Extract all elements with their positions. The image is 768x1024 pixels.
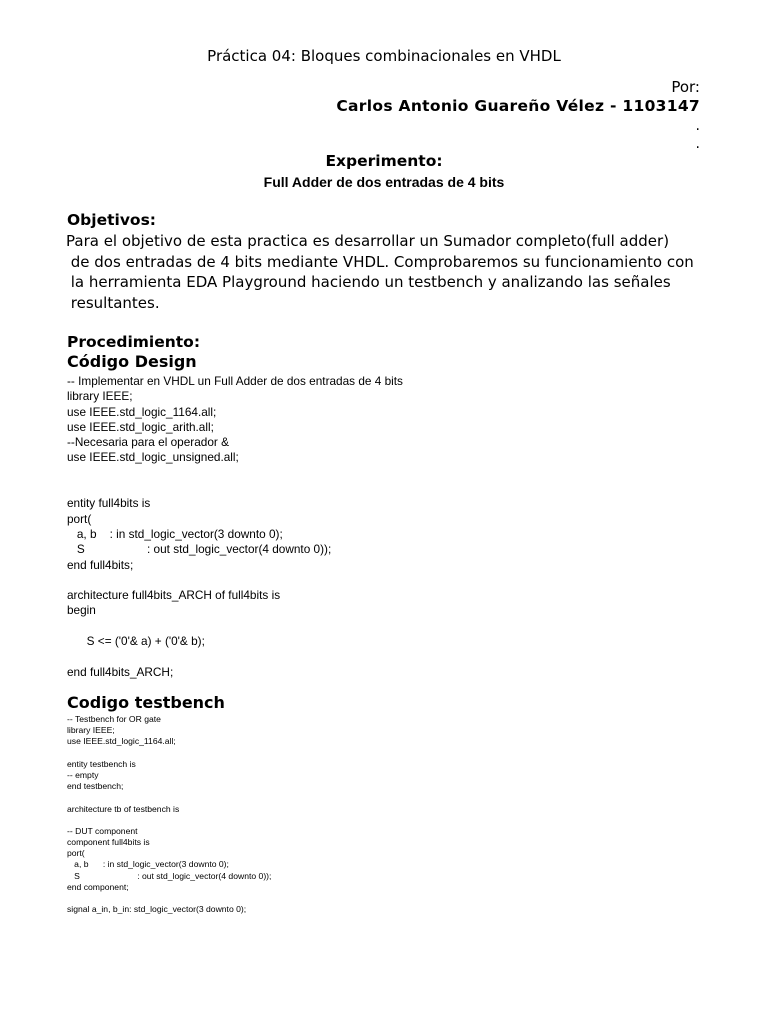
code-line: entity testbench is bbox=[67, 758, 136, 769]
code-line bbox=[67, 649, 403, 664]
code-line: begin bbox=[67, 603, 96, 618]
code-line: S <= ('0'& a) + ('0'& b); bbox=[67, 634, 205, 649]
code-line: port( bbox=[67, 511, 92, 526]
code-line: --Necesaria para el operador & bbox=[67, 435, 229, 450]
code-line: port( bbox=[67, 848, 85, 859]
paragraph-line: la herramienta EDA Playground haciendo un testbench y analizando las señales bbox=[66, 273, 671, 292]
code-line: -- DUT component bbox=[67, 825, 138, 836]
code-line bbox=[67, 481, 403, 496]
code-line bbox=[67, 893, 271, 904]
code-line bbox=[67, 748, 271, 759]
by-label: Por: bbox=[671, 78, 700, 96]
testbench-code-heading: Codigo testbench bbox=[67, 693, 225, 712]
code-line: signal a_in, b_in: std_logic_vector(3 downto 0); bbox=[67, 904, 247, 915]
code-line: component full4bits is bbox=[67, 837, 150, 848]
code-line: S : out std_logic_vector(4 downto 0)); bbox=[67, 542, 332, 557]
code-line: use IEEE.std_logic_unsigned.all; bbox=[67, 450, 239, 465]
code-line: -- Testbench for OR gate bbox=[67, 714, 161, 724]
design-code-block bbox=[67, 374, 403, 680]
dot-marker: . bbox=[695, 118, 700, 134]
code-line bbox=[67, 573, 403, 588]
objectives-paragraph bbox=[66, 231, 694, 314]
testbench-code-block bbox=[67, 714, 271, 915]
code-line bbox=[67, 792, 271, 803]
experiment-subtitle: Full Adder de dos entradas de 4 bits bbox=[263, 174, 505, 190]
code-line: end component; bbox=[67, 881, 129, 892]
document-title: Práctica 04: Bloques combinacionales en VHDL bbox=[207, 47, 561, 65]
code-line: use IEEE.std_logic_1164.all; bbox=[67, 404, 217, 419]
code-line: use IEEE.std_logic_arith.all; bbox=[67, 419, 214, 434]
code-line bbox=[67, 619, 403, 634]
dot-marker: . bbox=[695, 136, 700, 152]
code-line: use IEEE.std_logic_1164.all; bbox=[67, 736, 176, 747]
code-line: a, b : in std_logic_vector(3 downto 0); bbox=[67, 859, 229, 870]
paragraph-line: resultantes. bbox=[66, 294, 160, 313]
code-line: end full4bits; bbox=[67, 557, 134, 572]
experiment-heading: Experimento: bbox=[325, 152, 443, 170]
code-line: architecture full4bits_ARCH of full4bits is bbox=[67, 588, 281, 603]
procedure-heading: Procedimiento: bbox=[67, 333, 201, 351]
code-line: library IEEE; bbox=[67, 389, 133, 404]
code-line: end testbench; bbox=[67, 781, 124, 792]
design-code-heading: Código Design bbox=[67, 352, 197, 371]
code-line: -- empty bbox=[67, 769, 99, 780]
objectives-heading: Objetivos: bbox=[67, 211, 156, 229]
code-line: library IEEE; bbox=[67, 725, 115, 736]
code-line: S : out std_logic_vector(4 downto 0)); bbox=[67, 870, 272, 881]
code-line bbox=[67, 815, 271, 826]
author-line: Carlos Antonio Guareño Vélez - 1103147 bbox=[336, 97, 700, 115]
code-line: architecture tb of testbench is bbox=[67, 803, 180, 814]
code-line: a, b : in std_logic_vector(3 downto 0); bbox=[67, 526, 283, 541]
code-line: end full4bits_ARCH; bbox=[67, 664, 174, 679]
code-line: entity full4bits is bbox=[67, 496, 151, 511]
code-line bbox=[67, 466, 403, 481]
code-line: -- Implementar en VHDL un Full Adder de dos entradas de 4 bits bbox=[67, 374, 403, 388]
paragraph-line: de dos entradas de 4 bits mediante VHDL. Comprobaremos su funcionamiento con bbox=[66, 252, 694, 271]
paragraph-line: Para el objetivo de esta practica es desarrollar un Sumador completo(full adder) bbox=[66, 232, 670, 250]
